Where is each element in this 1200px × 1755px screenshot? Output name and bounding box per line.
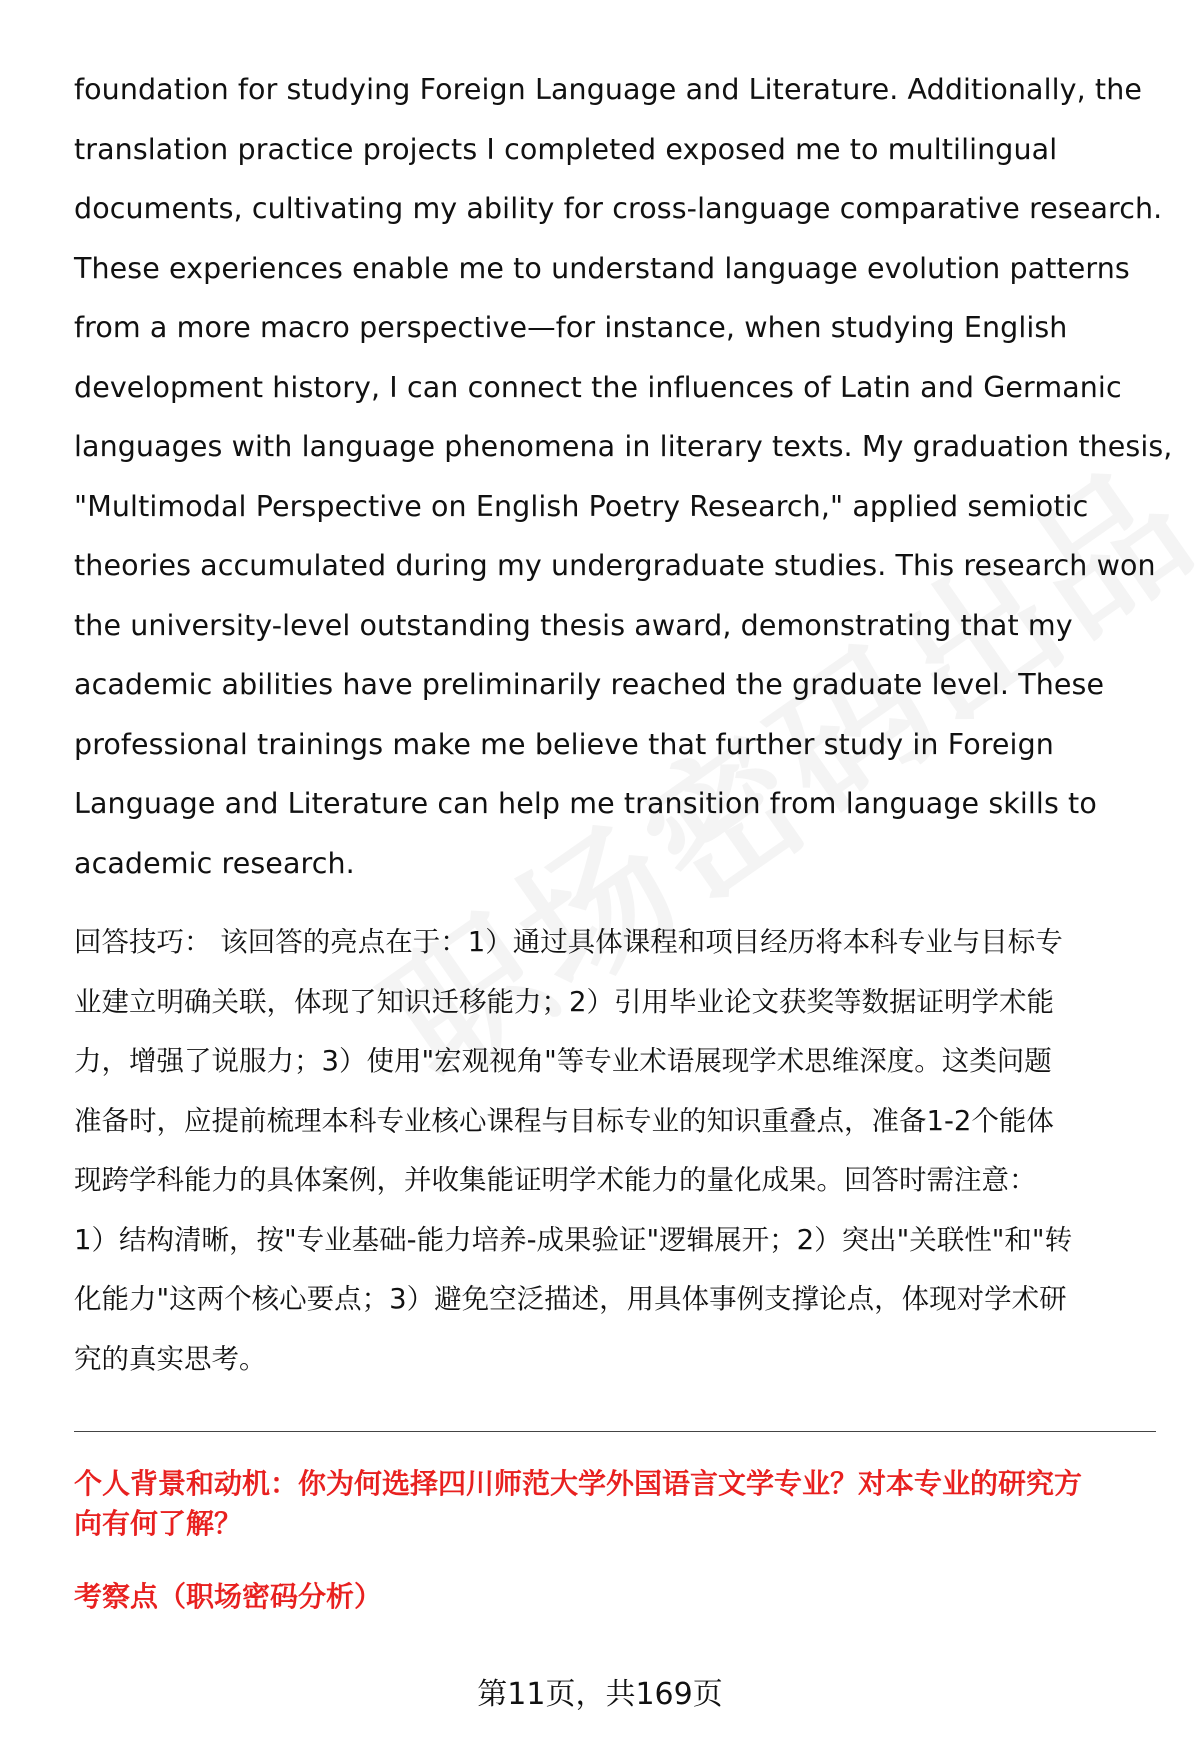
answer-tips-paragraph — [74, 913, 1164, 1389]
page-number: 第11页，共169页 — [477, 1677, 723, 1712]
text-line: academic research. — [74, 846, 355, 880]
text-line: academic abilities have preliminarily reached the graduate level. These — [74, 668, 1105, 701]
text-line: translation practice projects I completed exposed me to multilingual — [74, 132, 1058, 166]
text-line: 业建立明确关联，体现了知识迁移能力；2）引用毕业论文获奖等数据证明学术能 — [74, 985, 1054, 1018]
text-line: 现跨学科能力的具体案例，并收集能证明学术能力的量化成果。回答时需注意： — [74, 1164, 1037, 1196]
text-line: 究的真实思考。 — [74, 1342, 267, 1375]
section-divider — [74, 1431, 1156, 1432]
text-line: the university-level outstanding thesis award, demonstrating that my — [74, 608, 1073, 642]
text-line: 回答技巧： 该回答的亮点在于：1）通过具体课程和项目经历将本科专业与目标专 — [74, 926, 1063, 958]
text-line: Language and Literature can help me transition from language skills to — [74, 787, 1097, 820]
section-title: 考察点（职场密码分析） — [74, 1580, 383, 1613]
text-line: documents, cultivating my ability for cross-language comparative research. — [74, 192, 1163, 225]
answer-paragraph — [74, 60, 1173, 893]
text-line: 力，增强了说服力；3）使用"宏观视角"等专业术语展现学术思维深度。这类问题 — [74, 1045, 1052, 1077]
text-line: These experiences enable me to understand language evolution patterns — [74, 251, 1130, 285]
text-line: 个人背景和动机：你为何选择四川师范大学外国语言文学专业？对本专业的研究方 — [74, 1467, 1083, 1500]
text-line: professional trainings make me believe that further study in Foreign — [74, 727, 1054, 761]
text-line: from a more macro perspective—for instance, when studying English — [74, 311, 1068, 344]
text-line: development history, I can connect the influences of Latin and Germanic — [74, 370, 1122, 404]
text-line: 向有何了解？ — [74, 1507, 243, 1540]
text-line: languages with language phenomena in literary texts. My graduation thesis, — [74, 430, 1173, 463]
question-heading — [74, 1464, 1164, 1544]
text-line: "Multimodal Perspective on English Poetry Research," applied semiotic — [74, 489, 1089, 523]
document-body — [74, 60, 1173, 1617]
text-line: 1）结构清晰，按"专业基础-能力培养-成果验证"逻辑展开；2）突出"关联性"和"转 — [74, 1223, 1073, 1256]
text-line: 化能力"这两个核心要点；3）避免空泛描述，用具体事例支撑论点，体现对学术研 — [74, 1283, 1067, 1315]
text-line: 准备时，应提前梳理本科专业核心课程与目标专业的知识重叠点，准备1-2个能体 — [74, 1104, 1054, 1137]
text-line: theories accumulated during my undergraduate studies. This research won — [74, 549, 1156, 582]
text-line: foundation for studying Foreign Language and Literature. Additionally, the — [74, 73, 1142, 106]
